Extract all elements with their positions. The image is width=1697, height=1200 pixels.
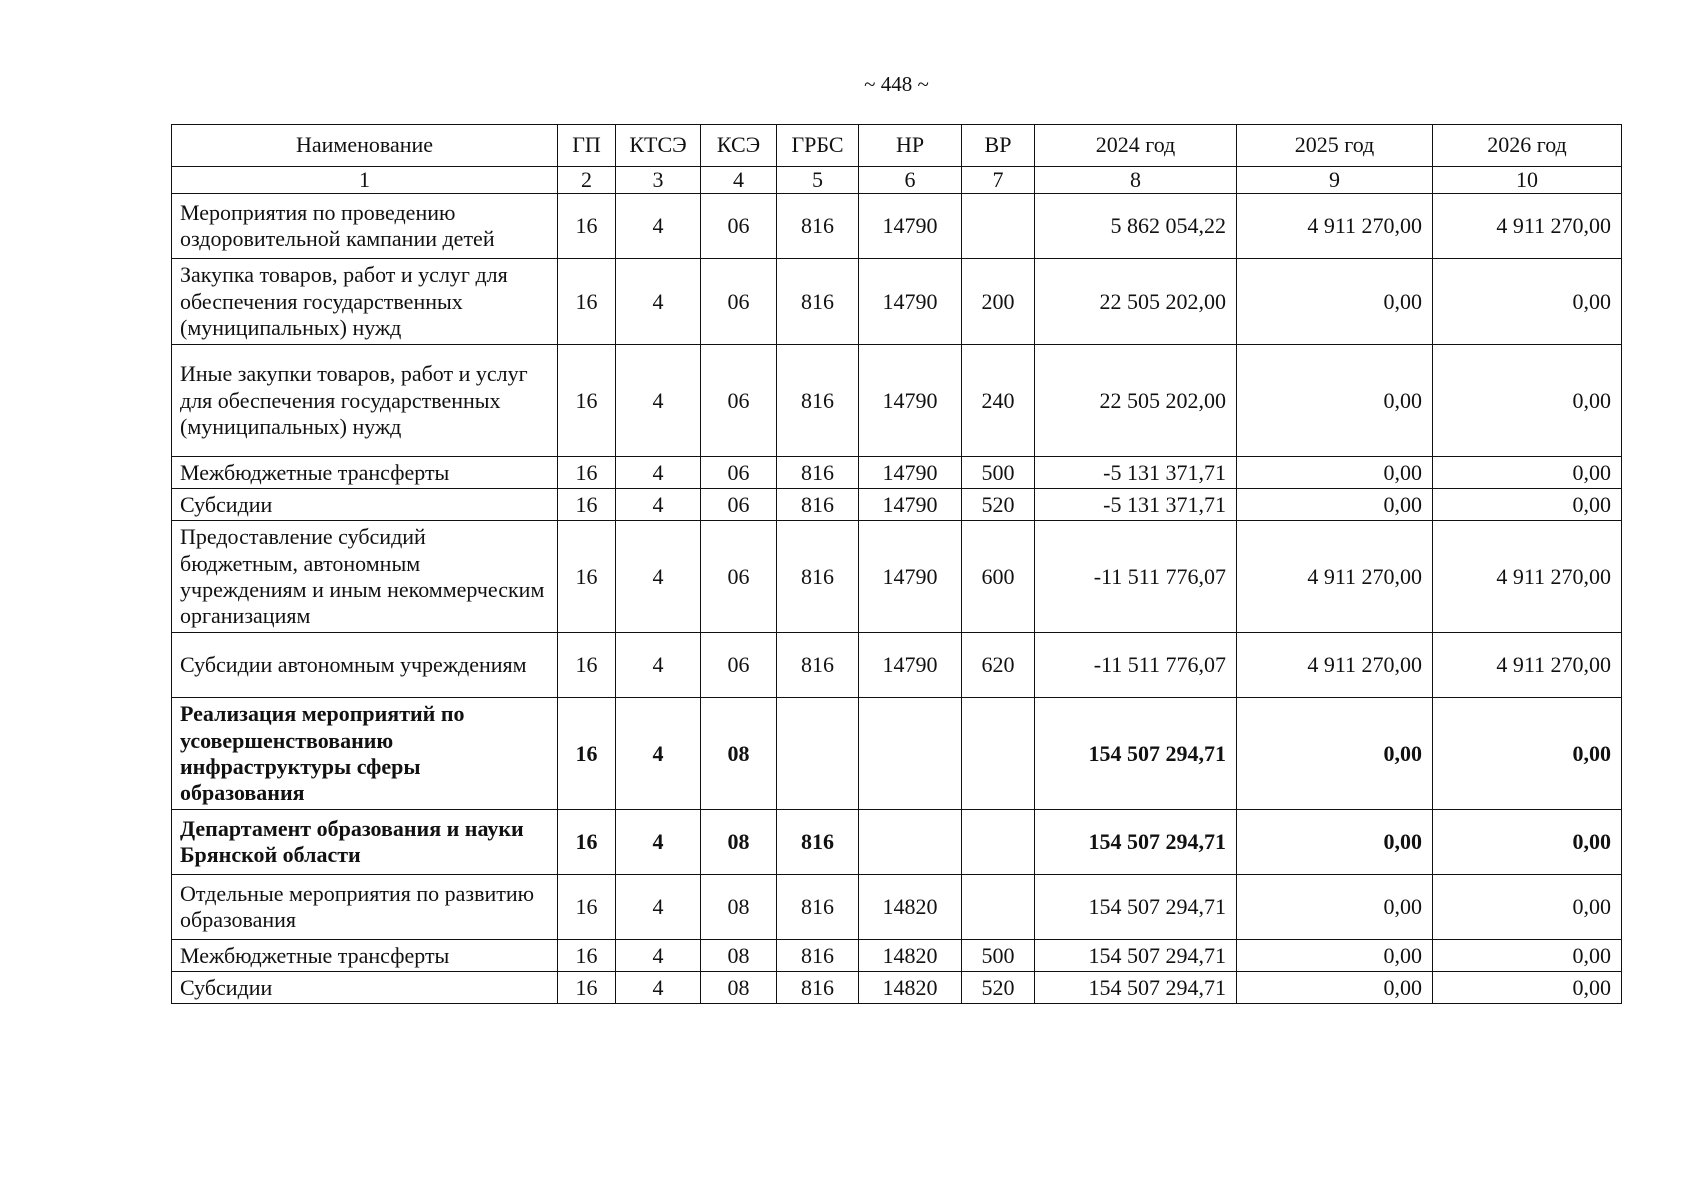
row-gp: 16 bbox=[558, 940, 616, 972]
row-name: Субсидии автономным учреждениям bbox=[172, 633, 558, 698]
row-amount-2024: -11 511 776,07 bbox=[1035, 633, 1237, 698]
row-amount-2026: 0,00 bbox=[1433, 810, 1622, 875]
table-row bbox=[172, 457, 1622, 489]
row-grbs: 816 bbox=[777, 345, 859, 457]
row-vr: 520 bbox=[962, 489, 1035, 521]
row-amount-2026: 4 911 270,00 bbox=[1433, 194, 1622, 259]
row-nr: 14790 bbox=[859, 489, 962, 521]
row-amount-2025: 0,00 bbox=[1237, 940, 1433, 972]
header-2025: 2025 год bbox=[1237, 125, 1433, 167]
row-amount-2025: 4 911 270,00 bbox=[1237, 521, 1433, 633]
column-number: 10 bbox=[1433, 167, 1622, 194]
row-kse: 08 bbox=[701, 875, 777, 940]
row-ktse: 4 bbox=[616, 259, 701, 345]
page-number: ~ 448 ~ bbox=[864, 72, 929, 96]
row-kse: 06 bbox=[701, 457, 777, 489]
row-vr: 500 bbox=[962, 940, 1035, 972]
row-nr: 14790 bbox=[859, 259, 962, 345]
header-gp: ГП bbox=[558, 125, 616, 167]
row-vr: 200 bbox=[962, 259, 1035, 345]
row-gp: 16 bbox=[558, 810, 616, 875]
header-ktse: КТСЭ bbox=[616, 125, 701, 167]
row-grbs: 816 bbox=[777, 521, 859, 633]
row-amount-2024: 22 505 202,00 bbox=[1035, 345, 1237, 457]
table-row bbox=[172, 194, 1622, 259]
row-name: Реализация мероприятий по усовершенствованию инфраструктуры сферы образования bbox=[172, 698, 558, 810]
row-amount-2025: 0,00 bbox=[1237, 259, 1433, 345]
row-grbs: 816 bbox=[777, 259, 859, 345]
row-nr: 14790 bbox=[859, 194, 962, 259]
row-name: Межбюджетные трансферты bbox=[172, 940, 558, 972]
row-gp: 16 bbox=[558, 259, 616, 345]
row-grbs: 816 bbox=[777, 810, 859, 875]
row-vr bbox=[962, 698, 1035, 810]
row-ktse: 4 bbox=[616, 875, 701, 940]
row-kse: 08 bbox=[701, 940, 777, 972]
row-nr: 14820 bbox=[859, 972, 962, 1004]
column-number: 8 bbox=[1035, 167, 1237, 194]
row-nr: 14790 bbox=[859, 521, 962, 633]
row-vr: 620 bbox=[962, 633, 1035, 698]
row-amount-2026: 0,00 bbox=[1433, 345, 1622, 457]
row-ktse: 4 bbox=[616, 489, 701, 521]
row-grbs: 816 bbox=[777, 194, 859, 259]
row-amount-2024: 5 862 054,22 bbox=[1035, 194, 1237, 259]
row-vr: 520 bbox=[962, 972, 1035, 1004]
row-amount-2024: 154 507 294,71 bbox=[1035, 940, 1237, 972]
row-gp: 16 bbox=[558, 972, 616, 1004]
column-number: 6 bbox=[859, 167, 962, 194]
row-amount-2024: -5 131 371,71 bbox=[1035, 489, 1237, 521]
column-number: 2 bbox=[558, 167, 616, 194]
row-grbs: 816 bbox=[777, 972, 859, 1004]
row-amount-2025: 4 911 270,00 bbox=[1237, 633, 1433, 698]
row-amount-2024: 22 505 202,00 bbox=[1035, 259, 1237, 345]
row-nr bbox=[859, 810, 962, 875]
row-nr: 14790 bbox=[859, 457, 962, 489]
header-2024: 2024 год bbox=[1035, 125, 1237, 167]
row-ktse: 4 bbox=[616, 633, 701, 698]
row-kse: 08 bbox=[701, 972, 777, 1004]
budget-table bbox=[171, 124, 1622, 1004]
row-ktse: 4 bbox=[616, 345, 701, 457]
row-amount-2026: 0,00 bbox=[1433, 457, 1622, 489]
header-vr: ВР bbox=[962, 125, 1035, 167]
row-amount-2025: 0,00 bbox=[1237, 345, 1433, 457]
row-ktse: 4 bbox=[616, 972, 701, 1004]
row-amount-2024: 154 507 294,71 bbox=[1035, 810, 1237, 875]
row-name: Межбюджетные трансферты bbox=[172, 457, 558, 489]
row-amount-2026: 0,00 bbox=[1433, 972, 1622, 1004]
row-name: Закупка товаров, работ и услуг для обеспечения государственных (муниципальных) нужд bbox=[172, 259, 558, 345]
row-gp: 16 bbox=[558, 194, 616, 259]
header-row bbox=[172, 125, 1622, 167]
row-vr bbox=[962, 810, 1035, 875]
row-vr: 240 bbox=[962, 345, 1035, 457]
table-row bbox=[172, 972, 1622, 1004]
row-name: Субсидии bbox=[172, 972, 558, 1004]
column-number: 4 bbox=[701, 167, 777, 194]
row-amount-2024: 154 507 294,71 bbox=[1035, 875, 1237, 940]
row-kse: 06 bbox=[701, 194, 777, 259]
row-amount-2025: 0,00 bbox=[1237, 875, 1433, 940]
row-amount-2024: 154 507 294,71 bbox=[1035, 972, 1237, 1004]
column-number: 1 bbox=[172, 167, 558, 194]
row-grbs: 816 bbox=[777, 457, 859, 489]
column-number: 5 bbox=[777, 167, 859, 194]
row-name: Мероприятия по проведению оздоровительной кампании детей bbox=[172, 194, 558, 259]
table-row bbox=[172, 259, 1622, 345]
row-amount-2026: 0,00 bbox=[1433, 875, 1622, 940]
row-nr: 14820 bbox=[859, 940, 962, 972]
row-gp: 16 bbox=[558, 457, 616, 489]
row-gp: 16 bbox=[558, 521, 616, 633]
row-grbs: 816 bbox=[777, 633, 859, 698]
row-vr bbox=[962, 875, 1035, 940]
row-gp: 16 bbox=[558, 345, 616, 457]
row-vr: 600 bbox=[962, 521, 1035, 633]
row-vr: 500 bbox=[962, 457, 1035, 489]
row-name: Предоставление субсидий бюджетным, автономным учреждениям и иным некоммерческим организациям bbox=[172, 521, 558, 633]
row-ktse: 4 bbox=[616, 698, 701, 810]
row-ktse: 4 bbox=[616, 194, 701, 259]
table-row bbox=[172, 875, 1622, 940]
row-ktse: 4 bbox=[616, 940, 701, 972]
row-name: Департамент образования и науки Брянской области bbox=[172, 810, 558, 875]
row-ktse: 4 bbox=[616, 810, 701, 875]
row-amount-2026: 0,00 bbox=[1433, 259, 1622, 345]
row-grbs: 816 bbox=[777, 875, 859, 940]
table-row bbox=[172, 345, 1622, 457]
header-kse: КСЭ bbox=[701, 125, 777, 167]
row-kse: 08 bbox=[701, 810, 777, 875]
row-ktse: 4 bbox=[616, 457, 701, 489]
header-name: Наименование bbox=[172, 125, 558, 167]
row-amount-2026: 0,00 bbox=[1433, 698, 1622, 810]
row-kse: 08 bbox=[701, 698, 777, 810]
row-gp: 16 bbox=[558, 489, 616, 521]
row-grbs: 816 bbox=[777, 940, 859, 972]
row-nr: 14790 bbox=[859, 633, 962, 698]
row-amount-2024: -11 511 776,07 bbox=[1035, 521, 1237, 633]
table-row bbox=[172, 489, 1622, 521]
row-vr bbox=[962, 194, 1035, 259]
row-kse: 06 bbox=[701, 345, 777, 457]
row-kse: 06 bbox=[701, 259, 777, 345]
column-number: 3 bbox=[616, 167, 701, 194]
row-nr bbox=[859, 698, 962, 810]
table-row bbox=[172, 698, 1622, 810]
row-ktse: 4 bbox=[616, 521, 701, 633]
row-kse: 06 bbox=[701, 633, 777, 698]
row-gp: 16 bbox=[558, 875, 616, 940]
row-amount-2025: 0,00 bbox=[1237, 489, 1433, 521]
table-row bbox=[172, 521, 1622, 633]
row-name: Субсидии bbox=[172, 489, 558, 521]
header-grbs: ГРБС bbox=[777, 125, 859, 167]
table-row bbox=[172, 633, 1622, 698]
row-kse: 06 bbox=[701, 521, 777, 633]
row-amount-2025: 4 911 270,00 bbox=[1237, 194, 1433, 259]
row-amount-2025: 0,00 bbox=[1237, 810, 1433, 875]
row-amount-2026: 4 911 270,00 bbox=[1433, 521, 1622, 633]
row-amount-2024: -5 131 371,71 bbox=[1035, 457, 1237, 489]
row-amount-2025: 0,00 bbox=[1237, 457, 1433, 489]
table-row bbox=[172, 940, 1622, 972]
row-amount-2024: 154 507 294,71 bbox=[1035, 698, 1237, 810]
header-2026: 2026 год bbox=[1433, 125, 1622, 167]
table-row bbox=[172, 810, 1622, 875]
row-amount-2026: 0,00 bbox=[1433, 940, 1622, 972]
row-gp: 16 bbox=[558, 633, 616, 698]
column-number: 9 bbox=[1237, 167, 1433, 194]
row-name: Иные закупки товаров, работ и услуг для обеспечения государственных (муниципальных) нужд bbox=[172, 345, 558, 457]
row-amount-2026: 0,00 bbox=[1433, 489, 1622, 521]
column-number: 7 bbox=[962, 167, 1035, 194]
row-nr: 14820 bbox=[859, 875, 962, 940]
row-amount-2026: 4 911 270,00 bbox=[1433, 633, 1622, 698]
column-number-row bbox=[172, 167, 1622, 194]
row-grbs bbox=[777, 698, 859, 810]
row-gp: 16 bbox=[558, 698, 616, 810]
row-amount-2025: 0,00 bbox=[1237, 972, 1433, 1004]
row-name: Отдельные мероприятия по развитию образования bbox=[172, 875, 558, 940]
row-kse: 06 bbox=[701, 489, 777, 521]
row-grbs: 816 bbox=[777, 489, 859, 521]
header-nr: НР bbox=[859, 125, 962, 167]
row-amount-2025: 0,00 bbox=[1237, 698, 1433, 810]
row-nr: 14790 bbox=[859, 345, 962, 457]
